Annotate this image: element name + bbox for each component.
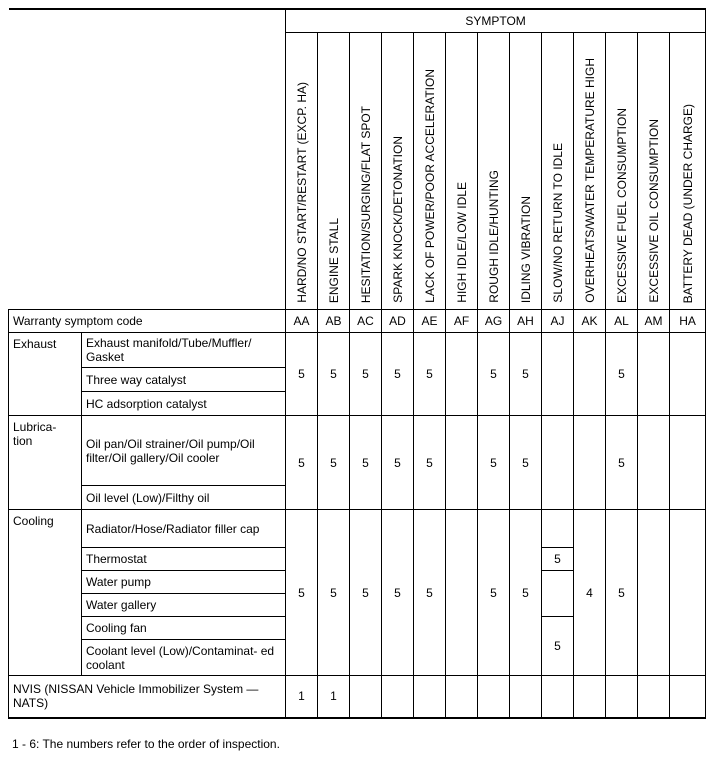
- value-cell: [606, 676, 638, 718]
- value-cell: [670, 333, 706, 416]
- corner-blank: [9, 9, 286, 310]
- item-label: Thermostat: [82, 548, 286, 571]
- symptom-code: AJ: [542, 310, 574, 333]
- value-cell: 5: [350, 510, 382, 676]
- value-cell: 5: [318, 510, 350, 676]
- value-cell: 5: [606, 510, 638, 676]
- item-label: Exhaust manifold/Tube/Muffler/ Gasket: [82, 333, 286, 368]
- value-cell: [574, 676, 606, 718]
- value-cell: 5: [478, 333, 510, 416]
- symptom-label: EXCESSIVE FUEL CONSUMPTION: [606, 33, 638, 310]
- value-cell: [446, 416, 478, 510]
- value-cell: [510, 676, 542, 718]
- value-cell: [574, 333, 606, 416]
- symptom-label: HIGH IDLE/LOW IDLE: [446, 33, 478, 310]
- group-nvis: NVIS (NISSAN Vehicle Immobilizer System — NATS): [9, 676, 286, 718]
- symptom-header: SYMPTOM: [286, 9, 706, 33]
- item-label: Three way catalyst: [82, 368, 286, 392]
- symptom-label: HESITATION/SURGING/FLAT SPOT: [350, 33, 382, 310]
- item-label: Coolant level (Low)/Contaminat- ed coolant: [82, 640, 286, 676]
- symptom-label: LACK OF POWER/POOR ACCELERATION: [414, 33, 446, 310]
- value-cell: [638, 510, 670, 676]
- value-cell: 5: [510, 510, 542, 676]
- item-label: Water pump: [82, 571, 286, 594]
- symptom-label: SLOW/NO RETURN TO IDLE: [542, 33, 574, 310]
- value-cell: [382, 676, 414, 718]
- value-cell: 5: [286, 333, 318, 416]
- value-cell: [638, 416, 670, 510]
- symptom-label: SPARK KNOCK/DETONATION: [382, 33, 414, 310]
- symptom-code: AG: [478, 310, 510, 333]
- symptom-label: ENGINE STALL: [318, 33, 350, 310]
- value-cell: 5: [542, 617, 574, 676]
- value-cell: [542, 676, 574, 718]
- item-label: Oil level (Low)/Filthy oil: [82, 486, 286, 510]
- value-cell: [638, 333, 670, 416]
- value-cell: 5: [382, 333, 414, 416]
- value-cell: [670, 510, 706, 676]
- value-cell: 5: [510, 416, 542, 510]
- value-cell: [478, 676, 510, 718]
- warranty-code-row: [9, 310, 706, 333]
- symptom-label: HARD/NO START/RESTART (EXCP. HA): [286, 33, 318, 310]
- symptom-label: ROUGH IDLE/HUNTING: [478, 33, 510, 310]
- value-cell: 5: [286, 510, 318, 676]
- value-cell: 1: [318, 676, 350, 718]
- value-cell: 5: [286, 416, 318, 510]
- diagnosis-table: [8, 8, 706, 719]
- symptom-code: AA: [286, 310, 318, 333]
- symptom-label: BATTERY DEAD (UNDER CHARGE): [670, 33, 706, 310]
- value-cell: [542, 510, 574, 548]
- lubrication-row-1: [9, 416, 706, 486]
- symptom-code: AF: [446, 310, 478, 333]
- value-cell: [414, 676, 446, 718]
- value-cell: [670, 416, 706, 510]
- value-cell: 5: [382, 416, 414, 510]
- group-exhaust: Exhaust: [9, 333, 82, 416]
- value-cell: 5: [606, 333, 638, 416]
- footnote: 1 - 6: The numbers refer to the order of inspection.: [12, 737, 280, 751]
- value-cell: 5: [542, 548, 574, 571]
- value-cell: 5: [510, 333, 542, 416]
- value-cell: 5: [350, 416, 382, 510]
- value-cell: [542, 333, 574, 416]
- value-cell: 5: [318, 333, 350, 416]
- group-cooling: Cooling: [9, 510, 82, 676]
- value-cell: 5: [414, 416, 446, 510]
- value-cell: [574, 416, 606, 510]
- item-label: Radiator/Hose/Radiator filler cap: [82, 510, 286, 548]
- symptom-code: AC: [350, 310, 382, 333]
- item-label: HC adsorption catalyst: [82, 392, 286, 416]
- exhaust-row-1: [9, 333, 706, 368]
- value-cell: 5: [478, 510, 510, 676]
- value-cell: 5: [414, 510, 446, 676]
- item-label: Oil pan/Oil strainer/Oil pump/Oil filter/Oil gallery/Oil cooler: [82, 416, 286, 486]
- symptom-code: AK: [574, 310, 606, 333]
- symptom-label: IDLING VIBRATION: [510, 33, 542, 310]
- cooling-row-1: [9, 510, 706, 548]
- value-cell: [638, 676, 670, 718]
- nvis-row: [9, 676, 706, 718]
- value-cell: 5: [350, 333, 382, 416]
- symptom-code: HA: [670, 310, 706, 333]
- symptom-code: AE: [414, 310, 446, 333]
- value-cell: 5: [414, 333, 446, 416]
- symptom-label: OVERHEATS/WATER TEMPERATURE HIGH: [574, 33, 606, 310]
- value-cell: [446, 510, 478, 676]
- item-label: Cooling fan: [82, 617, 286, 640]
- value-cell: [446, 676, 478, 718]
- value-cell: 5: [382, 510, 414, 676]
- value-cell: 1: [286, 676, 318, 718]
- symptom-code: AH: [510, 310, 542, 333]
- value-cell: [670, 676, 706, 718]
- value-cell: [542, 416, 574, 510]
- value-cell: [542, 571, 574, 617]
- value-cell: [446, 333, 478, 416]
- value-cell: 5: [478, 416, 510, 510]
- symptom-code: AD: [382, 310, 414, 333]
- warranty-label: Warranty symptom code: [9, 310, 286, 333]
- item-label: Water gallery: [82, 594, 286, 617]
- value-cell: [350, 676, 382, 718]
- value-cell: 5: [318, 416, 350, 510]
- value-cell: 4: [574, 510, 606, 676]
- symptom-label: EXCESSIVE OIL CONSUMPTION: [638, 33, 670, 310]
- value-cell: 5: [606, 416, 638, 510]
- symptom-code: AL: [606, 310, 638, 333]
- symptom-code: AM: [638, 310, 670, 333]
- group-lubrication: Lubrica- tion: [9, 416, 82, 510]
- symptom-code: AB: [318, 310, 350, 333]
